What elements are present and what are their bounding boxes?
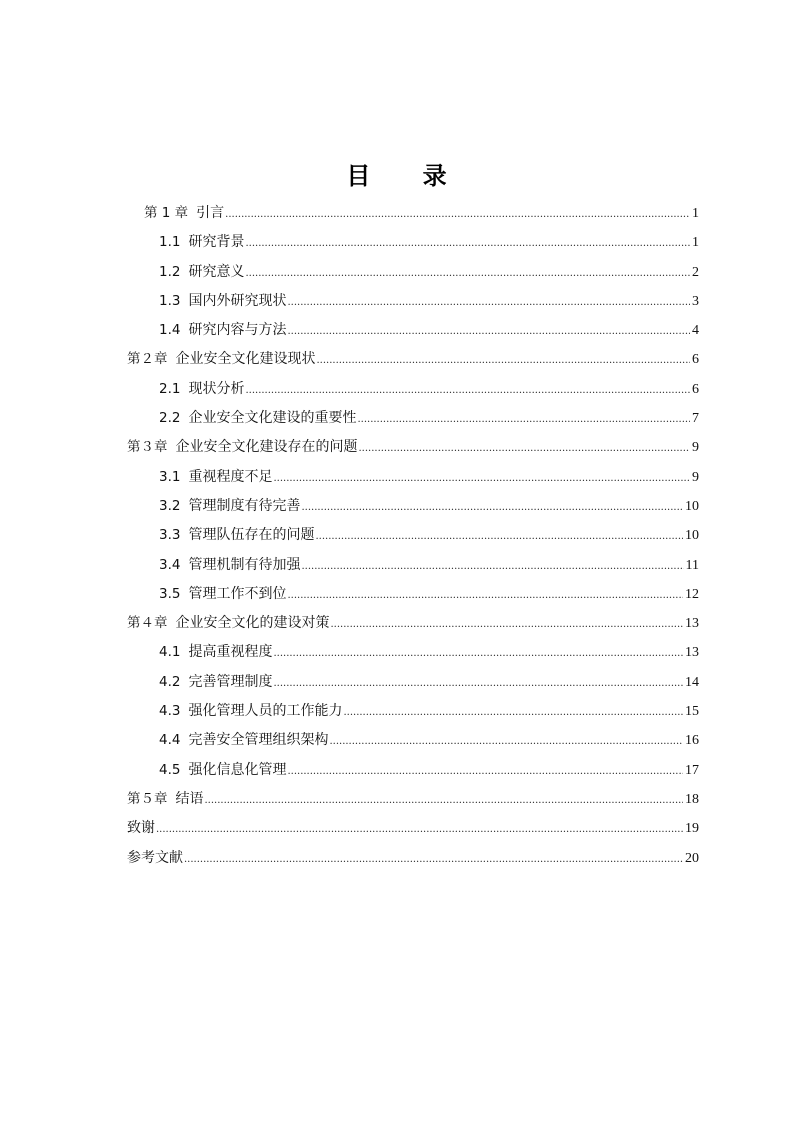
toc-entry-number: 4.1 [159, 644, 181, 661]
toc-entry-number: 第３章 [127, 439, 168, 456]
toc-entry-page: 10 [685, 498, 699, 514]
toc-title: 目 录 [346, 162, 469, 191]
toc-entry-text: 强化管理人员的工作能力 [188, 703, 343, 720]
toc-entry-number: 2.2 [159, 410, 181, 427]
toc-entry-page: 20 [685, 850, 699, 866]
dot-leader [343, 698, 683, 727]
toc-entry-number: 第５章 [127, 790, 168, 807]
toc-entry-number: 3.3 [159, 527, 181, 544]
toc-entry-page: 4 [692, 323, 699, 339]
toc-entry-text: 引言 [196, 205, 225, 221]
toc-entry-references[interactable] [127, 844, 699, 873]
toc-entry-text: 研究意义 [188, 263, 245, 280]
toc-entry-chapter-4[interactable] [127, 609, 699, 638]
toc-entry-text: 企业安全文化建设存在的问题 [175, 439, 358, 456]
toc-entry-section[interactable] [127, 404, 699, 433]
toc-list [127, 199, 699, 873]
toc-entry-section[interactable] [127, 375, 699, 404]
toc-entry-section[interactable] [127, 668, 699, 697]
toc-entry-number: 4.4 [159, 732, 181, 749]
toc-entry-section[interactable] [127, 726, 699, 755]
toc-entry-acknowledgements[interactable] [127, 814, 699, 843]
toc-entry-section[interactable] [127, 551, 699, 580]
toc-entry-page: 16 [685, 733, 699, 749]
dot-leader [287, 757, 683, 786]
toc-entry-text: 管理工作不到位 [188, 585, 287, 602]
toc-entry-number: 1.2 [159, 263, 181, 280]
toc-entry-text: 企业安全文化建设的重要性 [188, 410, 357, 427]
toc-entry-page: 12 [685, 586, 699, 602]
toc-entry-number: 3.2 [159, 497, 181, 514]
dot-leader [359, 434, 691, 463]
dot-leader [357, 405, 690, 434]
dot-leader [317, 346, 691, 375]
toc-entry-page: 13 [685, 645, 699, 661]
toc-entry-text: 研究背景 [188, 234, 245, 251]
toc-entry-number: 1.3 [159, 292, 181, 309]
toc-entry-page: 18 [685, 791, 699, 807]
toc-entry-page: 2 [692, 264, 699, 280]
toc-entry-number: 1.1 [159, 234, 181, 251]
toc-entry-page: 1 [692, 206, 699, 221]
toc-entry-text: 提高重视程度 [188, 644, 273, 661]
toc-entry-number: 第 1 章 [144, 205, 189, 221]
toc-entry-text: 现状分析 [188, 380, 245, 397]
toc-entry-number: 4.3 [159, 703, 181, 720]
toc-entry-text: 企业安全文化建设现状 [175, 351, 316, 368]
toc-entry-number: 2.1 [159, 380, 181, 397]
toc-entry-text: 企业安全文化的建设对策 [175, 615, 330, 632]
toc-entry-page: 1 [692, 235, 699, 251]
toc-entry-page: 15 [685, 704, 699, 720]
dot-leader [184, 845, 683, 874]
toc-entry-page: 6 [692, 352, 699, 368]
toc-entry-section[interactable] [127, 580, 699, 609]
toc-entry-number: 3.4 [159, 556, 181, 573]
dot-leader [245, 259, 690, 288]
dot-leader [287, 581, 683, 610]
toc-entry-text: 结语 [175, 790, 204, 807]
dot-leader [245, 229, 690, 258]
toc-entry-chapter-1[interactable] [127, 199, 699, 228]
toc-entry-text: 国内外研究现状 [188, 292, 287, 309]
toc-entry-section[interactable] [127, 756, 699, 785]
toc-entry-page: 10 [685, 528, 699, 544]
dot-leader [225, 200, 690, 229]
toc-entry-page: 6 [692, 381, 699, 397]
toc-entry-number: 3.5 [159, 585, 181, 602]
toc-entry-number: 1.4 [159, 322, 181, 339]
toc-entry-section[interactable] [127, 697, 699, 726]
toc-entry-page: 11 [685, 557, 699, 573]
dot-leader [287, 317, 690, 346]
dot-leader [331, 610, 684, 639]
toc-entry-page: 7 [692, 411, 699, 427]
toc-entry-page: 13 [685, 616, 699, 632]
toc-entry-section[interactable] [127, 492, 699, 521]
toc-entry-number: 第２章 [127, 351, 168, 368]
dot-leader [315, 522, 683, 551]
dot-leader [287, 288, 690, 317]
toc-entry-number: 3.1 [159, 468, 181, 485]
dot-leader [205, 786, 684, 815]
toc-entry-section[interactable] [127, 316, 699, 345]
dot-leader [329, 727, 683, 756]
toc-entry-number: 4.5 [159, 761, 181, 778]
toc-entry-number: 4.2 [159, 673, 181, 690]
dot-leader [273, 669, 683, 698]
toc-entry-page: 17 [685, 762, 699, 778]
toc-entry-number: 第４章 [127, 615, 168, 632]
dot-leader [301, 493, 683, 522]
toc-entry-chapter-3[interactable] [127, 433, 699, 462]
dot-leader [245, 376, 690, 405]
toc-entry-text: 重视程度不足 [188, 468, 273, 485]
toc-entry-text: 完善管理制度 [188, 673, 273, 690]
toc-entry-section[interactable] [127, 463, 699, 492]
toc-entry-chapter-2[interactable] [127, 345, 699, 374]
toc-entry-text: 致谢 [127, 820, 155, 837]
dot-leader [273, 639, 683, 668]
toc-entry-text: 强化信息化管理 [188, 761, 287, 778]
toc-entry-text: 管理机制有待加强 [188, 556, 301, 573]
toc-entry-page: 9 [692, 469, 699, 485]
toc-entry-text: 完善安全管理组织架构 [188, 732, 329, 749]
dot-leader [156, 815, 683, 844]
toc-entry-text: 参考文献 [127, 849, 183, 866]
toc-entry-page: 3 [692, 293, 699, 309]
toc-entry-section[interactable] [127, 258, 699, 287]
toc-entry-text: 管理制度有待完善 [188, 497, 301, 514]
toc-entry-page: 9 [692, 440, 699, 456]
toc-entry-section[interactable] [127, 521, 699, 550]
toc-entry-page: 14 [685, 674, 699, 690]
toc-entry-section[interactable] [127, 638, 699, 667]
toc-entry-text: 研究内容与方法 [188, 322, 287, 339]
toc-entry-section[interactable] [127, 287, 699, 316]
toc-entry-section[interactable] [127, 228, 699, 257]
toc-entry-text: 管理队伍存在的问题 [188, 527, 315, 544]
toc-entry-page: 19 [685, 821, 699, 837]
dot-leader [301, 552, 683, 581]
dot-leader [273, 464, 690, 493]
toc-entry-chapter-5[interactable] [127, 785, 699, 814]
